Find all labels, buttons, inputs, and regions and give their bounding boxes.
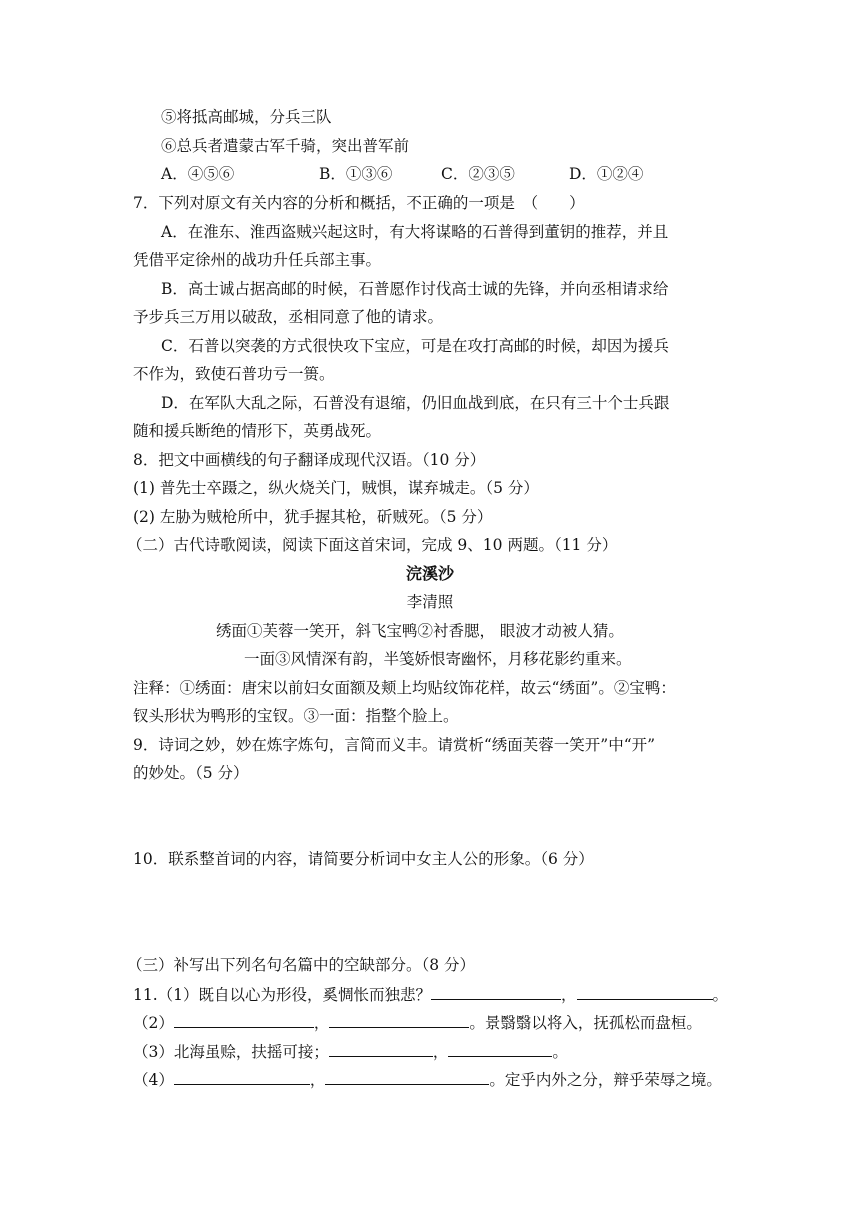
q9-line1: 9．诗词之妙，妙在炼字炼句，言简而义丰。请赏析“绣面芙蓉一笑开”中“开”: [133, 736, 656, 754]
q11-1-blank-1[interactable]: [431, 984, 561, 1000]
q11-2-end: 。景翳翳以将入，抚孤松而盘桓。: [469, 1014, 702, 1032]
q6-options: [161, 164, 643, 184]
q11-2-blank-2[interactable]: [329, 1012, 469, 1028]
section-3-heading: （三）补写出下列名句名篇中的空缺部分。（8 分）: [127, 956, 476, 974]
q11-4-blank-2[interactable]: [325, 1069, 489, 1085]
q6-item-5: ⑤将抵高邮城，分兵三队: [161, 108, 332, 126]
q11-4: [133, 1069, 722, 1090]
q11-4-separator: ，: [309, 1071, 326, 1089]
q11-3: [133, 1041, 568, 1062]
q8-stem: 8．把文中画横线的句子翻译成现代汉语。（10 分）: [133, 451, 486, 469]
q7-option-c-line1: C．石普以突袭的方式很快攻下宝应，可是在攻打高邮的时候，却因为援兵: [161, 337, 669, 355]
q11-4-blank-1[interactable]: [174, 1069, 310, 1085]
q7-option-a-line2: 凭借平定徐州的战功升任兵部主事。: [133, 251, 382, 269]
poem-notes-line1: 注释：①绣面：唐宋以前妇女面额及颊上均贴纹饰花样，故云“绣面”。②宝鸭：: [133, 679, 676, 697]
q11-1-end: 。: [712, 986, 729, 1004]
q6-item-6: ⑥总兵者遣蒙古军千骑，突出普军前: [161, 137, 410, 155]
q7-option-d-line1: D．在军队大乱之际，石普没有退缩，仍旧血战到底，在只有三十个士兵跟: [161, 394, 670, 412]
poem-line-2: 一面③风情深有韵，半笺娇恨寄幽怀，月移花影约重来。: [244, 650, 632, 668]
q6-option-a: A．④⑤⑥: [161, 165, 235, 183]
q7-option-b-line1: B．高士诚占据高邮的时候，石普愿作讨伐高士诚的先锋，并向丞相请求给: [161, 280, 669, 298]
q11-3-separator: ，: [432, 1043, 449, 1061]
q11-2-separator: ，: [313, 1014, 330, 1032]
poem-title: 浣溪沙: [405, 564, 454, 583]
q8-sentence-2: (2) 左胁为贼枪所中，犹手握其枪，斫贼死。（5 分）: [133, 508, 493, 526]
section-2-heading: （二）古代诗歌阅读，阅读下面这首宋词，完成 9、10 两题。（11 分）: [127, 536, 618, 554]
q7-option-c-line2: 不作为，致使石普功亏一篑。: [133, 365, 335, 383]
q11-1-blank-2[interactable]: [577, 984, 713, 1000]
q6-option-d: D．①②④: [569, 165, 644, 183]
q11-2-prefix: （2）: [133, 1014, 174, 1032]
q11-1-separator: ，: [561, 986, 577, 1004]
q11-2: [133, 1012, 702, 1033]
q6-option-b: B．①③⑥: [319, 165, 393, 183]
q11-2-blank-1[interactable]: [174, 1012, 314, 1028]
q6-option-c: C．②③⑤: [441, 165, 515, 183]
q7-option-a-line1: A．在淮东、淮西盗贼兴起这时，有大将谋略的石普得到董钥的推荐，并且: [161, 223, 669, 241]
q11-1: [133, 984, 728, 1005]
q8-sentence-1: (1) 普先士卒蹑之，纵火烧关门，贼惧，谋弃城走。（5 分）: [133, 479, 539, 497]
q7-option-b-line2: 予步兵三万用以破敌，丞相同意了他的请求。: [133, 308, 444, 326]
q9-line2: 的妙处。（5 分）: [133, 764, 249, 782]
q11-4-prefix: （4）: [133, 1071, 174, 1089]
q7-option-d-line2: 随和援兵断绝的情形下，英勇战死。: [133, 422, 382, 440]
poem-notes-line2: 钗头形状为鸭形的宝钗。③一面：指整个脸上。: [133, 707, 459, 725]
q11-3-blank-1[interactable]: [329, 1041, 433, 1057]
q11-3-end: 。: [552, 1043, 568, 1061]
q11-1-prefix: 11.（1）既自以心为形役，奚惆怅而独悲？: [133, 986, 432, 1004]
q11-4-end: 。定乎内外之分，辩乎荣辱之境。: [489, 1071, 722, 1089]
poem-line-1: 绣面①芙蓉一笑开，斜飞宝鸭②衬香腮， 眼波才动被人猜。: [216, 622, 624, 640]
q11-3-blank-2[interactable]: [448, 1041, 552, 1057]
q10-stem: 10．联系整首词的内容，请简要分析词中女主人公的形象。（6 分）: [133, 850, 594, 868]
poem-author: 李清照: [406, 593, 454, 611]
q11-3-prefix: （3）北海虽赊，扶摇可接；: [133, 1043, 329, 1061]
q7-stem: 7．下列对原文有关内容的分析和概括，不正确的一项是 （ ）: [133, 194, 585, 212]
